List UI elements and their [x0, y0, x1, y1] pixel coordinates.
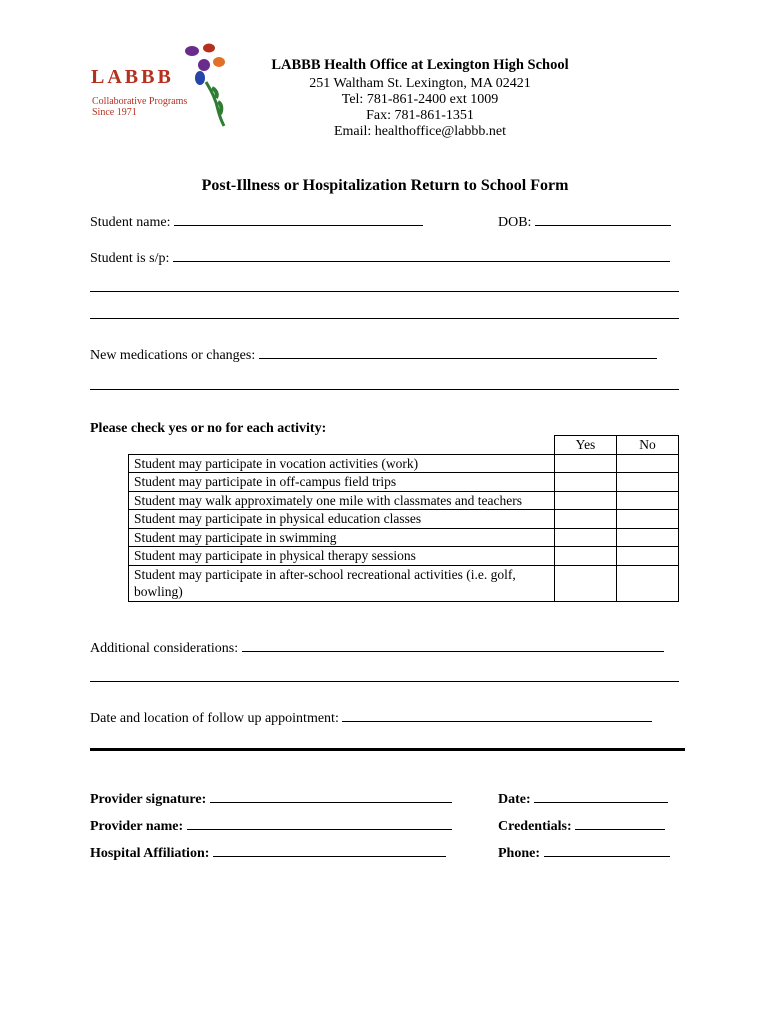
- phone-row: [498, 845, 670, 862]
- logo-text: LABBB: [91, 66, 174, 88]
- logo-tagline-1: Collaborative Programs: [92, 96, 188, 107]
- table-row: [129, 454, 679, 473]
- activity-label: Student may participate in swimming: [129, 528, 555, 547]
- yes-checkbox[interactable]: [555, 473, 617, 492]
- no-checkbox[interactable]: [617, 547, 679, 566]
- student-sp-row: [90, 250, 670, 267]
- additional-row: [90, 640, 664, 657]
- table-row: [129, 491, 679, 510]
- office-address: 251 Waltham St. Lexington, MA 02421: [309, 76, 531, 91]
- additional-field[interactable]: [242, 640, 664, 652]
- yes-checkbox[interactable]: [555, 547, 617, 566]
- student-name-field[interactable]: [174, 214, 423, 226]
- dob-field[interactable]: [535, 214, 671, 226]
- hospital-field[interactable]: [213, 845, 446, 857]
- provider-name-row: [90, 818, 452, 835]
- student-sp-label: Student is s/p:: [90, 251, 170, 266]
- section-divider: [90, 748, 685, 751]
- student-sp-line-3[interactable]: [90, 318, 679, 319]
- student-sp-line-2[interactable]: [90, 291, 679, 292]
- activity-label: Student may participate in physical therapy sessions: [129, 547, 555, 566]
- table-row: [129, 547, 679, 566]
- no-column-header: No: [617, 436, 679, 455]
- table-header-row: [129, 436, 679, 455]
- no-checkbox[interactable]: [617, 491, 679, 510]
- new-meds-label: New medications or changes:: [90, 348, 256, 363]
- labbb-logo: [88, 42, 238, 130]
- no-checkbox[interactable]: [617, 510, 679, 529]
- date-field[interactable]: [534, 791, 668, 803]
- provider-signature-label: Provider signature:: [90, 792, 207, 807]
- yes-checkbox[interactable]: [555, 528, 617, 547]
- form-title: Post-Illness or Hospitalization Return to School Form: [201, 177, 569, 194]
- no-checkbox[interactable]: [617, 454, 679, 473]
- table-row: [129, 565, 679, 601]
- student-name-row: [90, 214, 423, 231]
- activities-table: [128, 435, 679, 602]
- yes-checkbox[interactable]: [555, 565, 617, 601]
- activity-label: Student may participate in off-campus field trips: [129, 473, 555, 492]
- phone-label: Phone:: [498, 846, 540, 861]
- no-checkbox[interactable]: [617, 528, 679, 547]
- credentials-row: [498, 818, 665, 835]
- provider-name-field[interactable]: [187, 818, 452, 830]
- dob-label: DOB:: [498, 215, 532, 230]
- check-heading: Please check yes or no for each activity:: [90, 421, 327, 436]
- activity-label: Student may participate in after-school recreational activities (i.e. golf, bowling): [129, 565, 555, 601]
- credentials-field[interactable]: [575, 818, 665, 830]
- additional-label: Additional considerations:: [90, 641, 239, 656]
- office-email: Email: healthoffice@labbb.net: [333, 124, 507, 139]
- activity-label: Student may participate in physical education classes: [129, 510, 555, 529]
- logo-tagline-2: Since 1971: [92, 107, 137, 118]
- table-row: [129, 473, 679, 492]
- student-name-label: Student name:: [90, 215, 171, 230]
- yes-checkbox[interactable]: [555, 454, 617, 473]
- yes-column-header: Yes: [555, 436, 617, 455]
- provider-signature-row: [90, 791, 452, 808]
- no-checkbox[interactable]: [617, 565, 679, 601]
- date-row: [498, 791, 668, 808]
- provider-name-label: Provider name:: [90, 819, 184, 834]
- student-sp-field[interactable]: [173, 250, 670, 262]
- hospital-row: [90, 845, 446, 862]
- followup-row: [90, 710, 652, 727]
- activity-label: Student may participate in vocation activities (work): [129, 454, 555, 473]
- followup-label: Date and location of follow up appointment:: [90, 711, 339, 726]
- activity-label: Student may walk approximately one mile with classmates and teachers: [129, 491, 555, 510]
- hospital-label: Hospital Affiliation:: [90, 846, 210, 861]
- office-tel: Tel: 781-861-2400 ext 1009: [341, 92, 499, 107]
- dob-row: [498, 214, 671, 231]
- table-row: [129, 528, 679, 547]
- provider-signature-field[interactable]: [210, 791, 452, 803]
- date-label: Date:: [498, 792, 531, 807]
- office-fax: Fax: 781-861-1351: [366, 108, 474, 123]
- new-meds-line-2[interactable]: [90, 389, 679, 390]
- followup-field[interactable]: [342, 710, 652, 722]
- new-meds-row: [90, 347, 657, 364]
- yes-checkbox[interactable]: [555, 491, 617, 510]
- yes-checkbox[interactable]: [555, 510, 617, 529]
- phone-field[interactable]: [544, 845, 670, 857]
- credentials-label: Credentials:: [498, 819, 572, 834]
- additional-line-2[interactable]: [90, 681, 679, 682]
- no-checkbox[interactable]: [617, 473, 679, 492]
- table-row: [129, 510, 679, 529]
- office-title: LABBB Health Office at Lexington High School: [271, 57, 569, 73]
- new-meds-field[interactable]: [259, 347, 657, 359]
